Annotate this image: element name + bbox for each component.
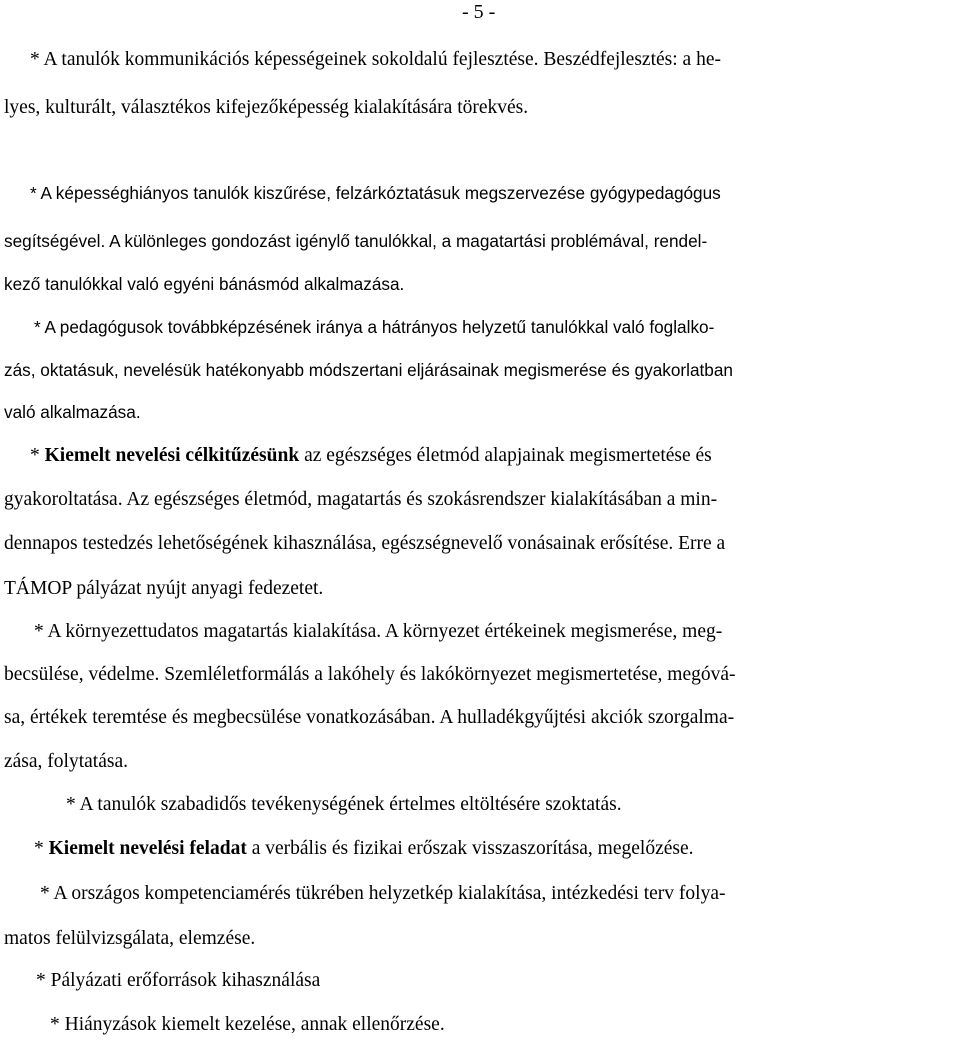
text-line-17: * A tanulók szabadidős tevékenységének értelmes eltöltésére szoktatás.	[66, 794, 622, 815]
text-line-10: gyakoroltatása. Az egészséges életmód, magatartás és szokásrendszer kialakításában a min-	[4, 489, 718, 510]
text-line-20: matos felülvizsgálata, elemzése.	[4, 928, 256, 949]
text-line-15: sa, értékek teremtése és megbecsülése vonatkozásában. A hulladékgyűjtési akciók szorgalma-	[4, 707, 735, 728]
text-line-14: becsülése, védelme. Szemléletformálás a lakóhely és lakókörnyezet megismertetése, megóvá-	[4, 664, 736, 685]
text-line-21: * Pályázati erőforrások kihasználása	[36, 970, 321, 991]
text-line-18-prefix: *	[34, 838, 49, 859]
text-line-9	[30, 443, 712, 469]
text-line-18-suffix: a verbális és fizikai erőszak visszaszorítása, megelőzése.	[246, 838, 694, 859]
highlighted-task: Kiemelt nevelési feladat	[48, 838, 247, 859]
text-line-6: * A pedagógusok továbbképzésének iránya a hátrányos helyzetű tanulókkal való foglalko-	[34, 317, 715, 337]
highlighted-goal: Kiemelt nevelési célkitűzésünk	[44, 445, 300, 466]
text-line-19: * A országos kompetenciamérés tükrében helyzetkép kialakítása, intézkedési terv folya-	[40, 883, 726, 904]
text-line-1: * A tanulók kommunikációs képességeinek sokoldalú fejlesztése. Beszédfejlesztés: a he-	[30, 49, 721, 70]
page-number: - 5 -	[462, 1, 496, 23]
text-line-9-prefix: *	[30, 445, 45, 466]
text-line-18	[34, 836, 694, 862]
text-line-16: zása, folytatása.	[4, 751, 128, 772]
text-line-3: * A képességhiányos tanulók kiszűrése, felzárkóztatásuk megszervezése gyógypedagógus	[30, 183, 721, 203]
text-line-2: lyes, kulturált, választékos kifejezőképesség kialakítására törekvés.	[4, 97, 529, 118]
text-line-5: kező tanulókkal való egyéni bánásmód alkalmazása.	[4, 274, 405, 294]
text-line-22: * Hiányzások kiemelt kezelése, annak ellenőrzése.	[50, 1014, 445, 1035]
text-line-7: zás, oktatásuk, nevelésük hatékonyabb módszertani eljárásainak megismerése és gyakorlatban	[4, 360, 733, 380]
text-line-13: * A környezettudatos magatartás kialakítása. A környezet értékeinek megismerése, meg-	[34, 621, 723, 642]
text-line-12: TÁMOP pályázat nyújt anyagi fedezetet.	[4, 578, 324, 599]
text-line-8: való alkalmazása.	[4, 402, 141, 422]
text-line-4: segítségével. A különleges gondozást igénylő tanulókkal, a magatartási problémával, rendel-	[4, 231, 708, 251]
text-line-11: dennapos testedzés lehetőségének kihasználása, egészségnevelő vonásainak erősítése. Erre a	[4, 533, 726, 554]
text-line-9-suffix: az egészséges életmód alapjainak megismertetése és	[299, 445, 712, 466]
